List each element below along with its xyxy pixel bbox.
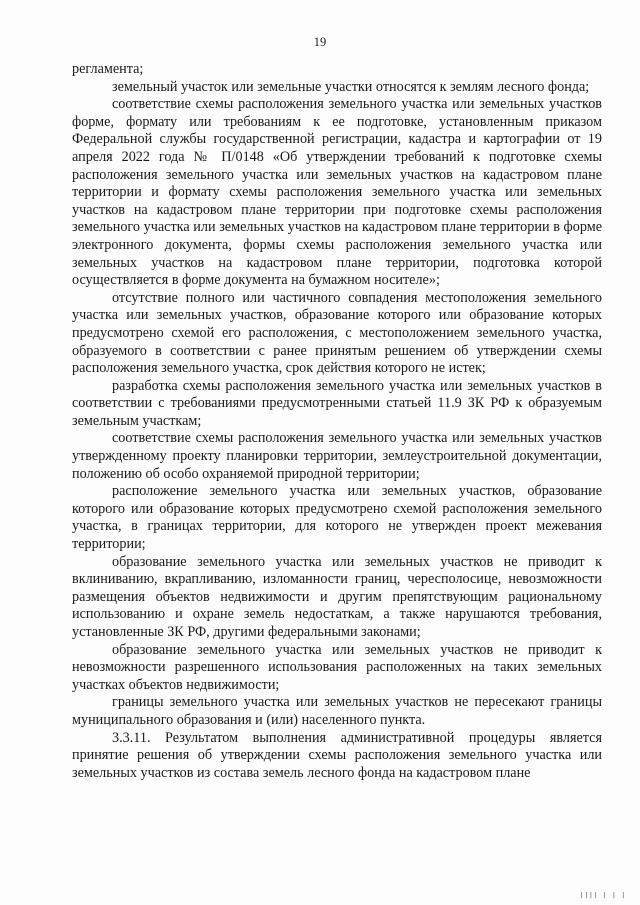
- paragraph-municipal-boundaries: границы земельного участка или земельных участков не пересекают границы муниципального образования и (или) населенного пункта.: [72, 694, 602, 728]
- document-body: [72, 61, 602, 782]
- paragraph-3-3-11: 3.3.11. Результатом выполнения административной процедуры является принятие решения об утверждении схемы расположения земельного участка или земельных участков из состава земель лесного фонда на кадастровом плане: [72, 729, 602, 781]
- paragraph-regulation-end: регламента;: [72, 61, 144, 77]
- paragraph-scheme-compliance: соответствие схемы расположения земельного участка или земельных участков форме, формату или требованиям к ее подготовке, установленным приказом Федеральной службы государственной регистрации, кадастра и картографии от 19 апреля 2022 года № П/0148 «Об утверждении требований к подготовке схемы расположения земельного участка или земельных участков на кадастровом плане территории и формату схемы расположения земельного участка или земельных участков на кадастровом плане территории при подготовке схемы расположения земельного участка или земельных участков на кадастровом плане территории в форме электронного документа, формы схемы расположения земельного участка или земельных участков на кадастровом плане территории, подготовка которой осуществляется в форме документа на бумажном носителе»;: [72, 96, 602, 289]
- paragraph-boundary-defects: образование земельного участка или земельных участков не приводит к вклиниванию, вкрапливанию, изломанности границ, чересполосице, невозможности размещения объектов недвижимости и другим препятствующим рациональному использованию и охране земель недостаткам, а также нарушаются требования, установленные ЗК РФ, другими федеральными законами;: [72, 553, 602, 640]
- paragraph-survey-project: расположение земельного участка или земельных участков, образование которого или образование которых предусмотрено схемой расположения земельного участка, в границах территории, для которого не утвержден проект межевания территории;: [72, 483, 602, 553]
- scan-barcode-marks: |||| | | |: [579, 892, 626, 899]
- paragraph-article-11-9: разработка схемы расположения земельного участка или земельных участков в соответствии с требованиями предусмотренными статьей 11.9 ЗК РФ к образуемым земельным участкам;: [72, 377, 602, 429]
- paragraph-permitted-use: образование земельного участка или земельных участков не приводит к невозможности разрешенного использования расположенных на таких земельных участках объектов недвижимости;: [72, 641, 602, 693]
- paragraph-location-mismatch: отсутствие полного или частичного совпадения местоположения земельного участка или земельных участков, образование которого или образование которых предусмотрено схемой его расположения, с местоположением земельного участка, образуемого в соответствии с ранее принятым решением об утверждении схемы расположения земельного участка, срок действия которого не истек;: [72, 289, 602, 377]
- paragraph-planning-project: соответствие схемы расположения земельного участка или земельных участков утвержденному проекту планировки территории, землеустроительной документации, положению об особо охраняемой природной территории;: [72, 430, 602, 482]
- paragraph-forest-land: земельный участок или земельные участки относятся к землям лесного фонда;: [112, 78, 590, 95]
- page-number: 19: [313, 35, 327, 49]
